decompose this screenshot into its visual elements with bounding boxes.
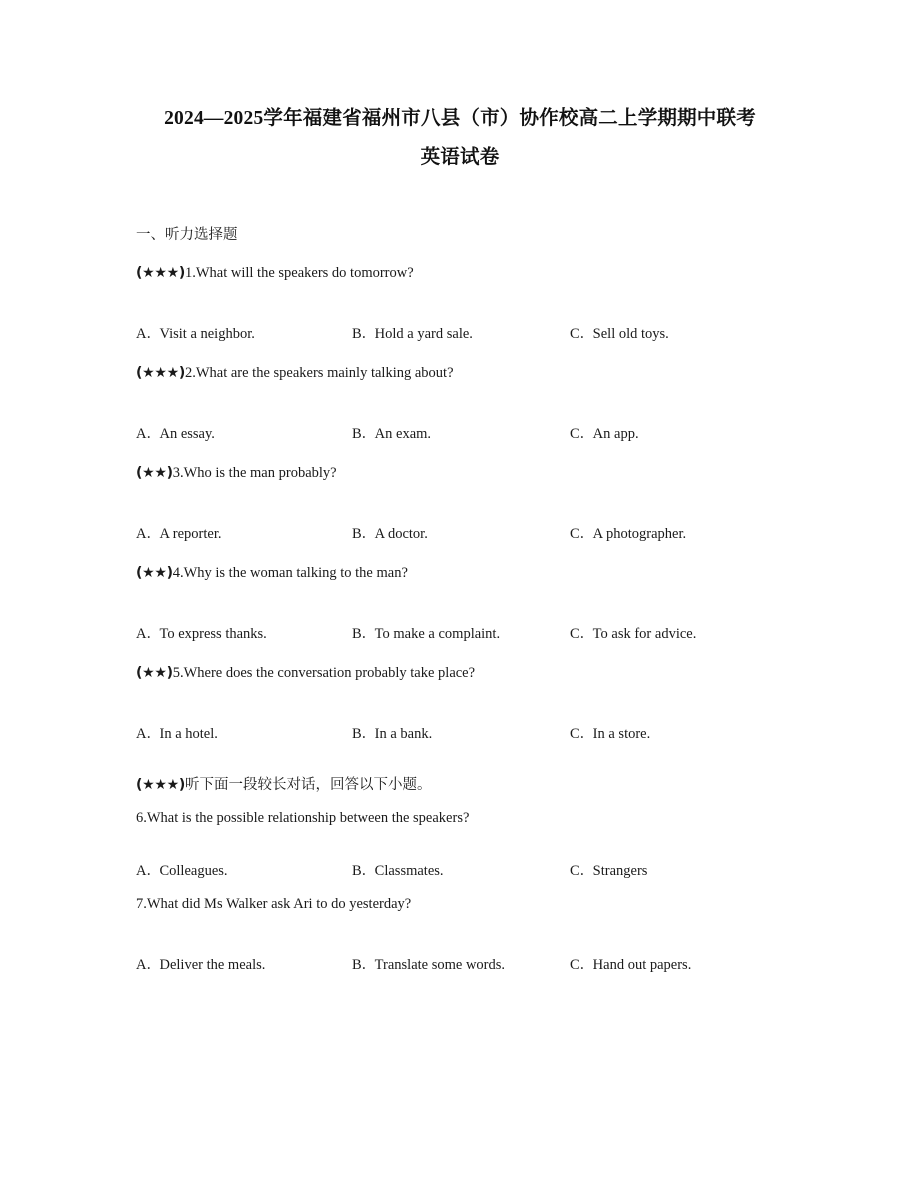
option-separator: ． xyxy=(361,863,377,879)
option-separator: ． xyxy=(579,326,595,342)
option-separator: ． xyxy=(146,526,161,542)
option-c[interactable] xyxy=(570,624,696,645)
option-a[interactable] xyxy=(136,524,222,545)
question-stem xyxy=(136,663,784,684)
option-letter: B xyxy=(352,957,362,973)
option-a[interactable] xyxy=(136,324,255,345)
option-separator: ． xyxy=(579,863,595,879)
option-text: Translate some words. xyxy=(374,957,506,973)
option-separator: ． xyxy=(579,526,595,542)
option-letter: C xyxy=(570,426,580,442)
option-text: In a hotel. xyxy=(159,726,218,742)
option-separator: ． xyxy=(146,326,161,342)
option-letter: C xyxy=(570,326,580,342)
option-a[interactable] xyxy=(136,624,267,645)
option-separator: ． xyxy=(579,957,595,973)
option-text: Visit a neighbor. xyxy=(159,326,255,342)
option-separator: ． xyxy=(361,957,377,973)
option-separator: ． xyxy=(146,626,161,642)
options-row xyxy=(136,861,784,882)
option-letter: C xyxy=(570,726,580,742)
question-number: 7. xyxy=(136,896,147,912)
option-b[interactable] xyxy=(352,324,473,345)
option-text: Colleagues. xyxy=(159,863,228,879)
option-text: To make a complaint. xyxy=(374,626,501,642)
option-letter: B xyxy=(352,863,362,879)
option-letter: B xyxy=(352,326,362,342)
difficulty-stars: (★★★) xyxy=(136,265,185,281)
option-letter: B xyxy=(352,626,362,642)
option-separator: ． xyxy=(579,426,595,442)
option-b[interactable] xyxy=(352,624,500,645)
option-b[interactable] xyxy=(352,861,444,882)
option-letter: A xyxy=(136,626,147,642)
question-text: What did Ms Walker ask Ari to do yesterday? xyxy=(146,896,412,912)
options-row xyxy=(136,724,784,745)
question-text: What is the possible relationship between the speakers? xyxy=(146,810,470,826)
question-text: Who is the man probably? xyxy=(183,465,337,481)
page-title-line-2: 英语试卷 xyxy=(420,147,500,168)
option-text: An exam. xyxy=(374,426,432,442)
option-c[interactable] xyxy=(570,724,650,745)
listening-instruction xyxy=(136,775,784,796)
option-separator: ． xyxy=(146,726,161,742)
options-row xyxy=(136,324,784,345)
option-a[interactable] xyxy=(136,955,265,976)
option-letter: A xyxy=(136,863,147,879)
question-text: What are the speakers mainly talking about? xyxy=(195,365,454,381)
option-letter: A xyxy=(136,326,147,342)
options-row xyxy=(136,524,784,545)
option-letter: B xyxy=(352,426,362,442)
option-separator: ． xyxy=(146,957,161,973)
option-letter: C xyxy=(570,957,580,973)
option-separator: ． xyxy=(361,626,377,642)
question-stem xyxy=(136,263,784,284)
option-text: An essay. xyxy=(159,426,215,442)
option-c[interactable] xyxy=(570,861,647,882)
page-title-line-1: 2024—2025学年福建省福州市八县（市）协作校高二上学期期中联考 xyxy=(164,108,756,129)
options-row xyxy=(136,424,784,445)
option-separator: ． xyxy=(361,426,377,442)
question-text: Why is the woman talking to the man? xyxy=(183,565,408,581)
option-separator: ． xyxy=(146,426,161,442)
option-text: A doctor. xyxy=(374,526,428,542)
question-number: 4. xyxy=(172,565,184,581)
option-b[interactable] xyxy=(352,524,428,545)
section-heading-listening: 一、听力选择题 xyxy=(136,227,238,243)
option-letter: B xyxy=(352,526,362,542)
difficulty-stars: (★★★) xyxy=(136,777,185,793)
option-separator: ． xyxy=(361,726,377,742)
option-text: To express thanks. xyxy=(159,626,267,642)
option-b[interactable] xyxy=(352,955,505,976)
option-a[interactable] xyxy=(136,861,228,882)
difficulty-stars: (★★) xyxy=(136,465,173,481)
question-number: 5. xyxy=(172,665,184,681)
difficulty-stars: (★★★) xyxy=(136,365,185,381)
option-text: Strangers xyxy=(592,863,648,879)
option-text: Sell old toys. xyxy=(592,326,669,342)
question-stem xyxy=(136,894,784,915)
option-text: Classmates. xyxy=(374,863,444,879)
options-row xyxy=(136,955,784,976)
question-number: 2. xyxy=(184,365,196,381)
question-stem xyxy=(136,808,784,829)
difficulty-stars: (★★) xyxy=(136,665,173,681)
option-letter: A xyxy=(136,526,147,542)
instruction-text: 听下面一段较长对话，回答以下小题。 xyxy=(184,777,432,793)
option-text: An app. xyxy=(592,426,639,442)
option-a[interactable] xyxy=(136,724,218,745)
option-text: To ask for advice. xyxy=(592,626,697,642)
option-text: In a bank. xyxy=(374,726,433,742)
question-stem xyxy=(136,463,784,484)
option-text: Deliver the meals. xyxy=(159,957,266,973)
document-content xyxy=(136,0,784,976)
option-text: A reporter. xyxy=(159,526,222,542)
option-c[interactable] xyxy=(570,955,691,976)
option-c[interactable] xyxy=(570,524,686,545)
question-number: 1. xyxy=(184,265,196,281)
option-letter: C xyxy=(570,526,580,542)
question-text: Where does the conversation probably take place? xyxy=(183,665,476,681)
option-b[interactable] xyxy=(352,424,431,445)
options-row xyxy=(136,624,784,645)
option-text: A photographer. xyxy=(592,526,687,542)
option-letter: A xyxy=(136,957,147,973)
option-c[interactable] xyxy=(570,424,639,445)
option-separator: ． xyxy=(361,526,377,542)
question-number: 6. xyxy=(136,810,147,826)
option-text: Hand out papers. xyxy=(592,957,692,973)
option-c[interactable] xyxy=(570,324,669,345)
option-separator: ． xyxy=(579,726,595,742)
question-text: What will the speakers do tomorrow? xyxy=(195,265,414,281)
option-text: Hold a yard sale. xyxy=(374,326,473,342)
option-separator: ． xyxy=(579,626,595,642)
option-letter: B xyxy=(352,726,362,742)
option-letter: C xyxy=(570,863,580,879)
question-number: 3. xyxy=(172,465,184,481)
question-stem xyxy=(136,563,784,584)
option-b[interactable] xyxy=(352,724,432,745)
option-separator: ． xyxy=(146,863,161,879)
option-text: In a store. xyxy=(592,726,651,742)
option-letter: C xyxy=(570,626,580,642)
option-letter: A xyxy=(136,726,147,742)
difficulty-stars: (★★) xyxy=(136,565,173,581)
option-separator: ． xyxy=(361,326,377,342)
option-a[interactable] xyxy=(136,424,215,445)
question-stem xyxy=(136,363,784,384)
option-letter: A xyxy=(136,426,147,442)
